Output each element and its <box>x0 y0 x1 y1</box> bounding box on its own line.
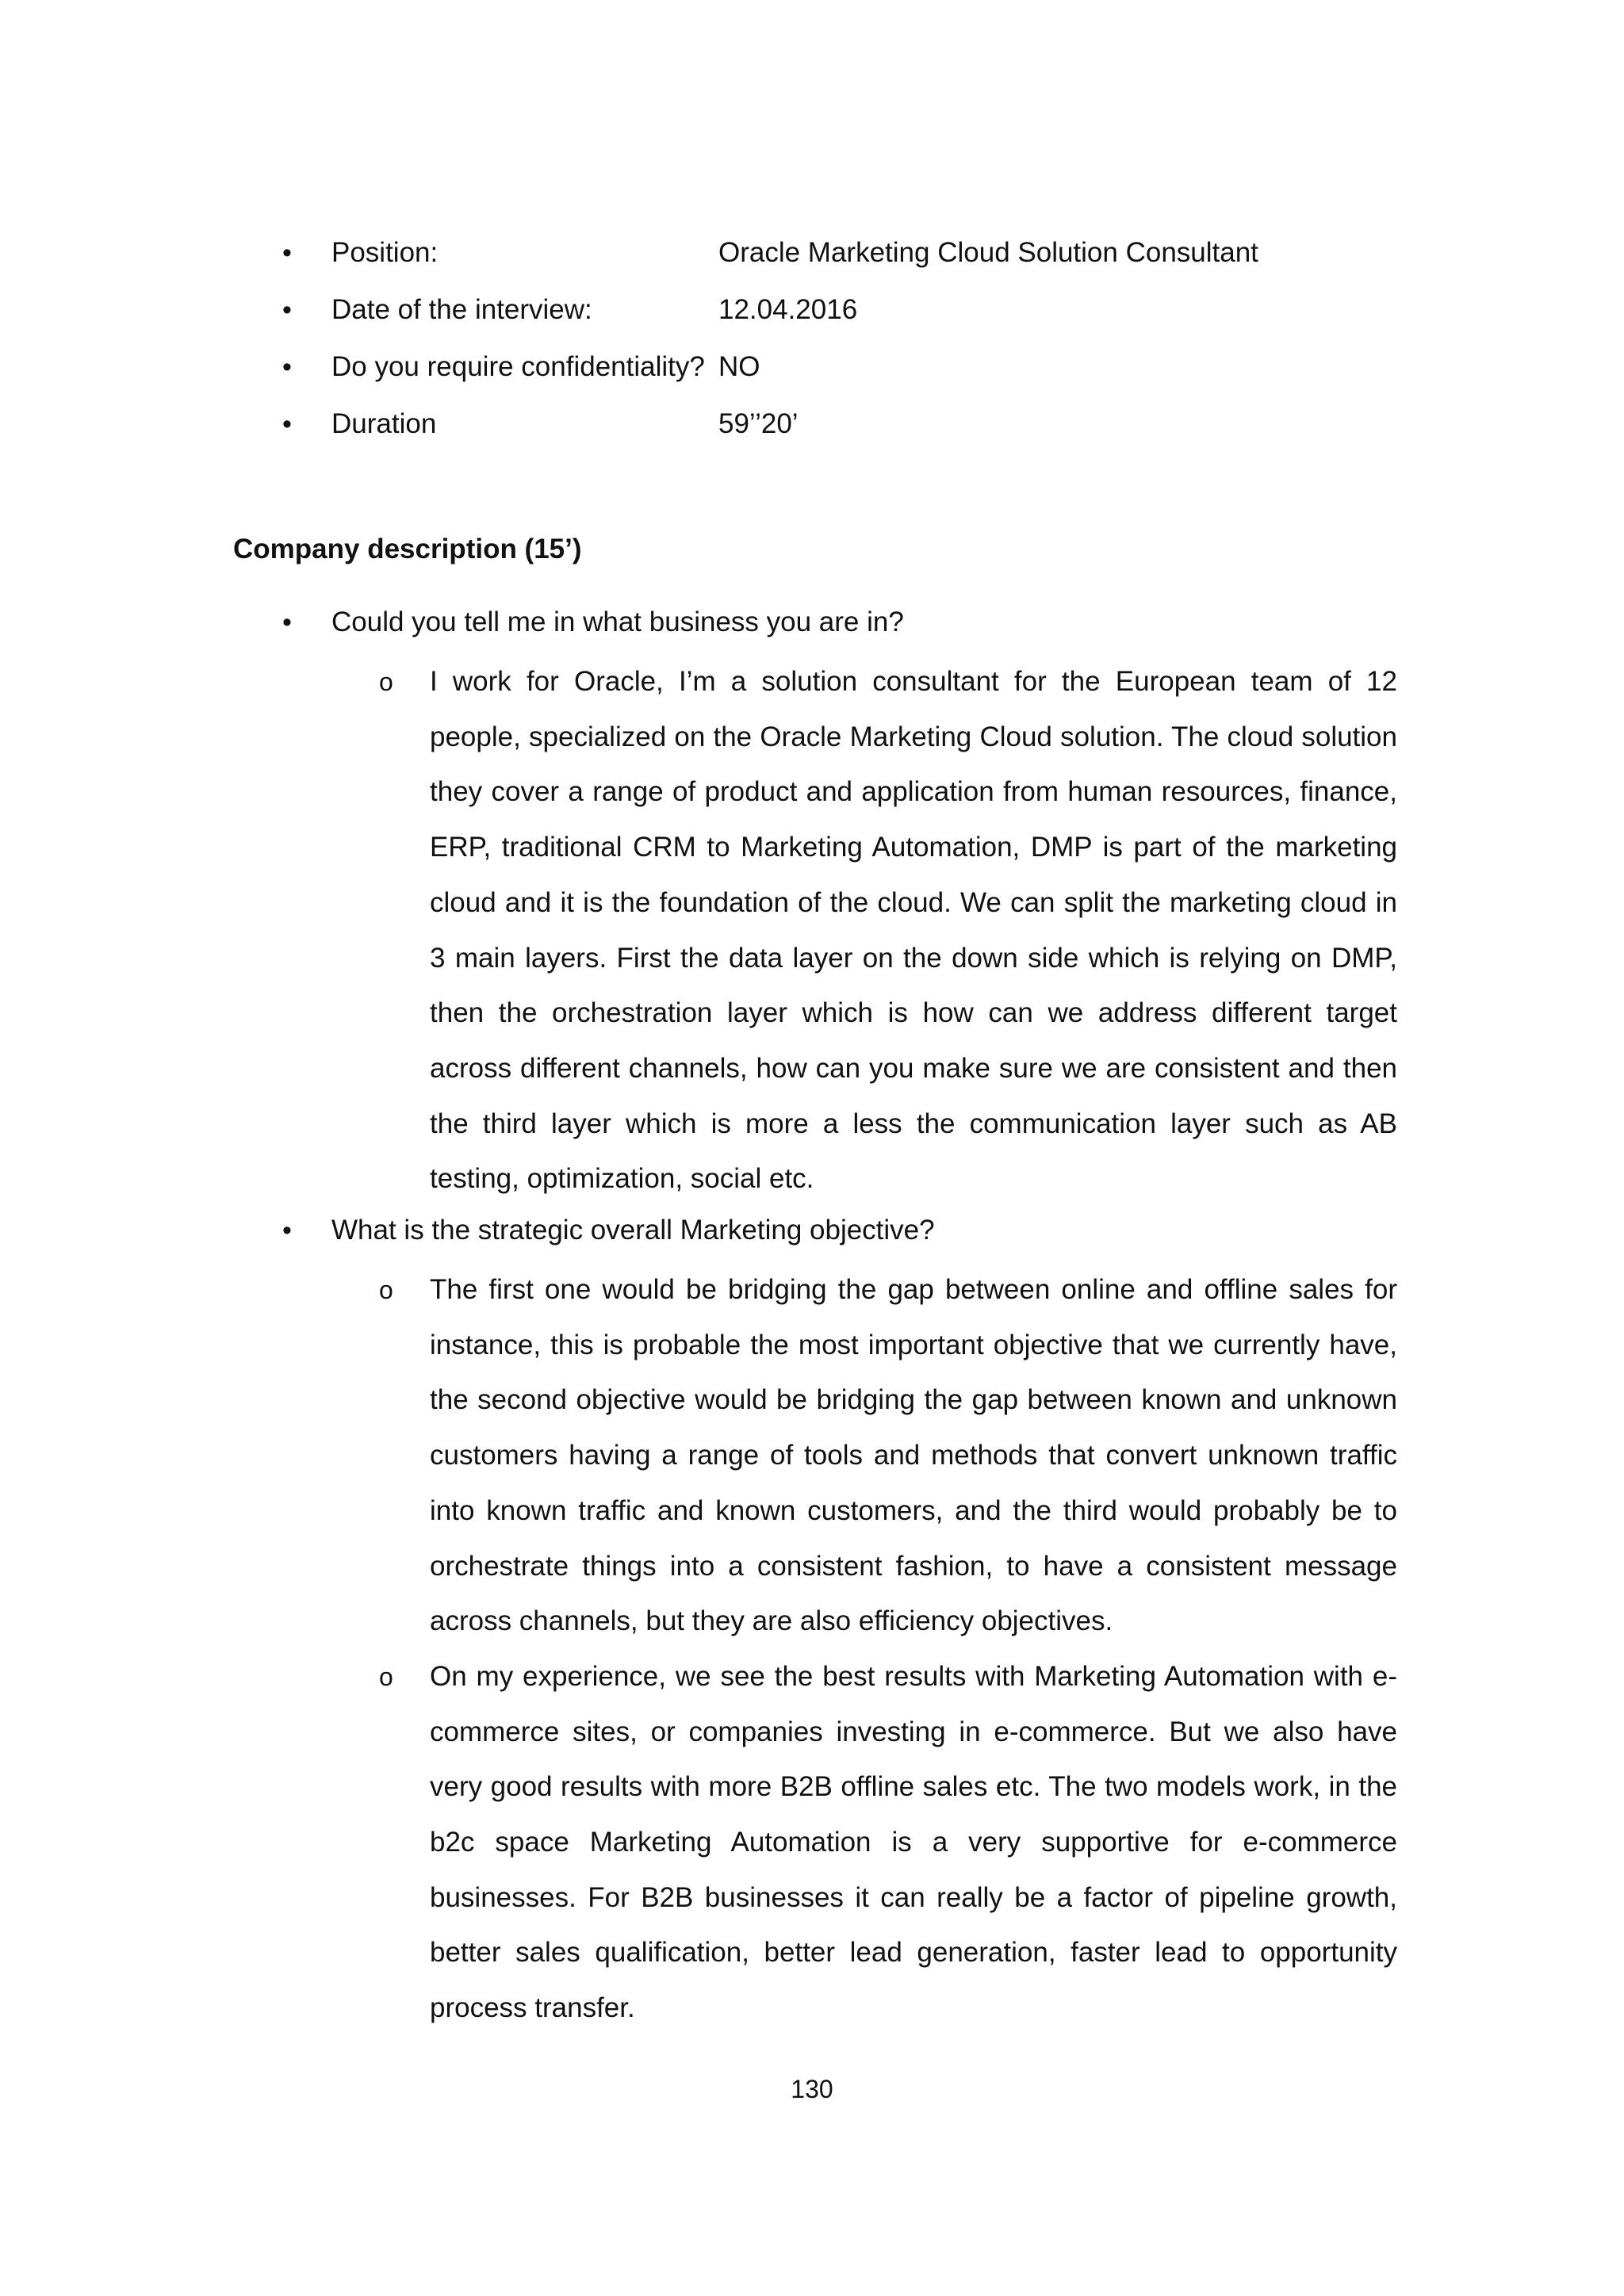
detail-label: Date of the interview: <box>331 294 592 325</box>
answer-item <box>0 1649 1397 2036</box>
detail-position <box>0 229 1624 286</box>
detail-date <box>0 286 1624 343</box>
detail-label: Duration <box>331 408 437 439</box>
sub-bullet-icon: o <box>379 1662 393 1691</box>
answer-item <box>0 654 1397 1207</box>
answer-text: On my experience, we see the best results with Marketing Automation with e-commerce sites, or companies investing in e-commerce. But we also have very good results with more B2B offline sales etc. The two models work, in the b2c space Marketing Automation is a very supportive for e-commerce businesses. For B2B businesses it can really be a factor of pipeline growth, better sales qualification, better lead generation, faster lead to opportunity process transfer. <box>430 1660 1397 2024</box>
bullet-icon: • <box>282 409 292 439</box>
bullet-icon: • <box>282 295 292 325</box>
answer-text: The first one would be bridging the gap between online and offline sales for instance, this is probable the most important objective that we currently have, the second objective would be bridging the gap between known and unknown customers having a range of tools and methods that convert unknown traffic into known traffic and known customers, and the third would probably be to orchestrate things into a consistent fashion, to have a consistent message across channels, but they are also efficiency objectives. <box>430 1274 1397 1637</box>
sub-bullet-icon: o <box>379 668 393 696</box>
detail-value: 59’’20’ <box>718 408 799 439</box>
question-text: What is the strategic overall Marketing objective? <box>331 1215 935 1246</box>
bullet-icon: • <box>282 238 292 268</box>
question-item <box>0 599 1624 654</box>
detail-label: Do you require confidentiality? <box>331 351 705 382</box>
question-list <box>0 599 1624 2036</box>
answer-item <box>0 1262 1397 1649</box>
detail-value: 12.04.2016 <box>718 294 858 325</box>
question-item <box>0 1207 1624 1262</box>
detail-value: NO <box>718 351 760 382</box>
sub-bullet-icon: o <box>379 1276 393 1305</box>
detail-value: Oracle Marketing Cloud Solution Consultant <box>718 237 1258 268</box>
section-heading: Company description (15’) <box>233 534 582 564</box>
interview-details-list <box>0 229 1624 457</box>
detail-duration <box>0 400 1624 457</box>
detail-confidentiality <box>0 343 1624 400</box>
page-number: 130 <box>791 2075 833 2103</box>
question-text: Could you tell me in what business you are in? <box>331 607 904 637</box>
bullet-icon: • <box>282 352 292 382</box>
answer-text: I work for Oracle, I’m a solution consultant for the European team of 12 people, specialized on the Oracle Marketing Cloud solution. The cloud solution they cover a range of product and application from human resources, finance, ERP, traditional CRM to Marketing Automation, DMP is part of the marketing cloud and it is the foundation of the cloud. We can split the marketing cloud in 3 main layers. First the data layer on the down side which is relying on DMP, then the orchestration layer which is how can we address different target across different channels, how can you make sure we are consistent and then the third layer which is more a less the communication layer such as AB testing, optimization, social etc. <box>430 666 1397 1195</box>
bullet-icon: • <box>282 607 292 637</box>
bullet-icon: • <box>282 1215 292 1246</box>
detail-label: Position: <box>331 237 439 268</box>
